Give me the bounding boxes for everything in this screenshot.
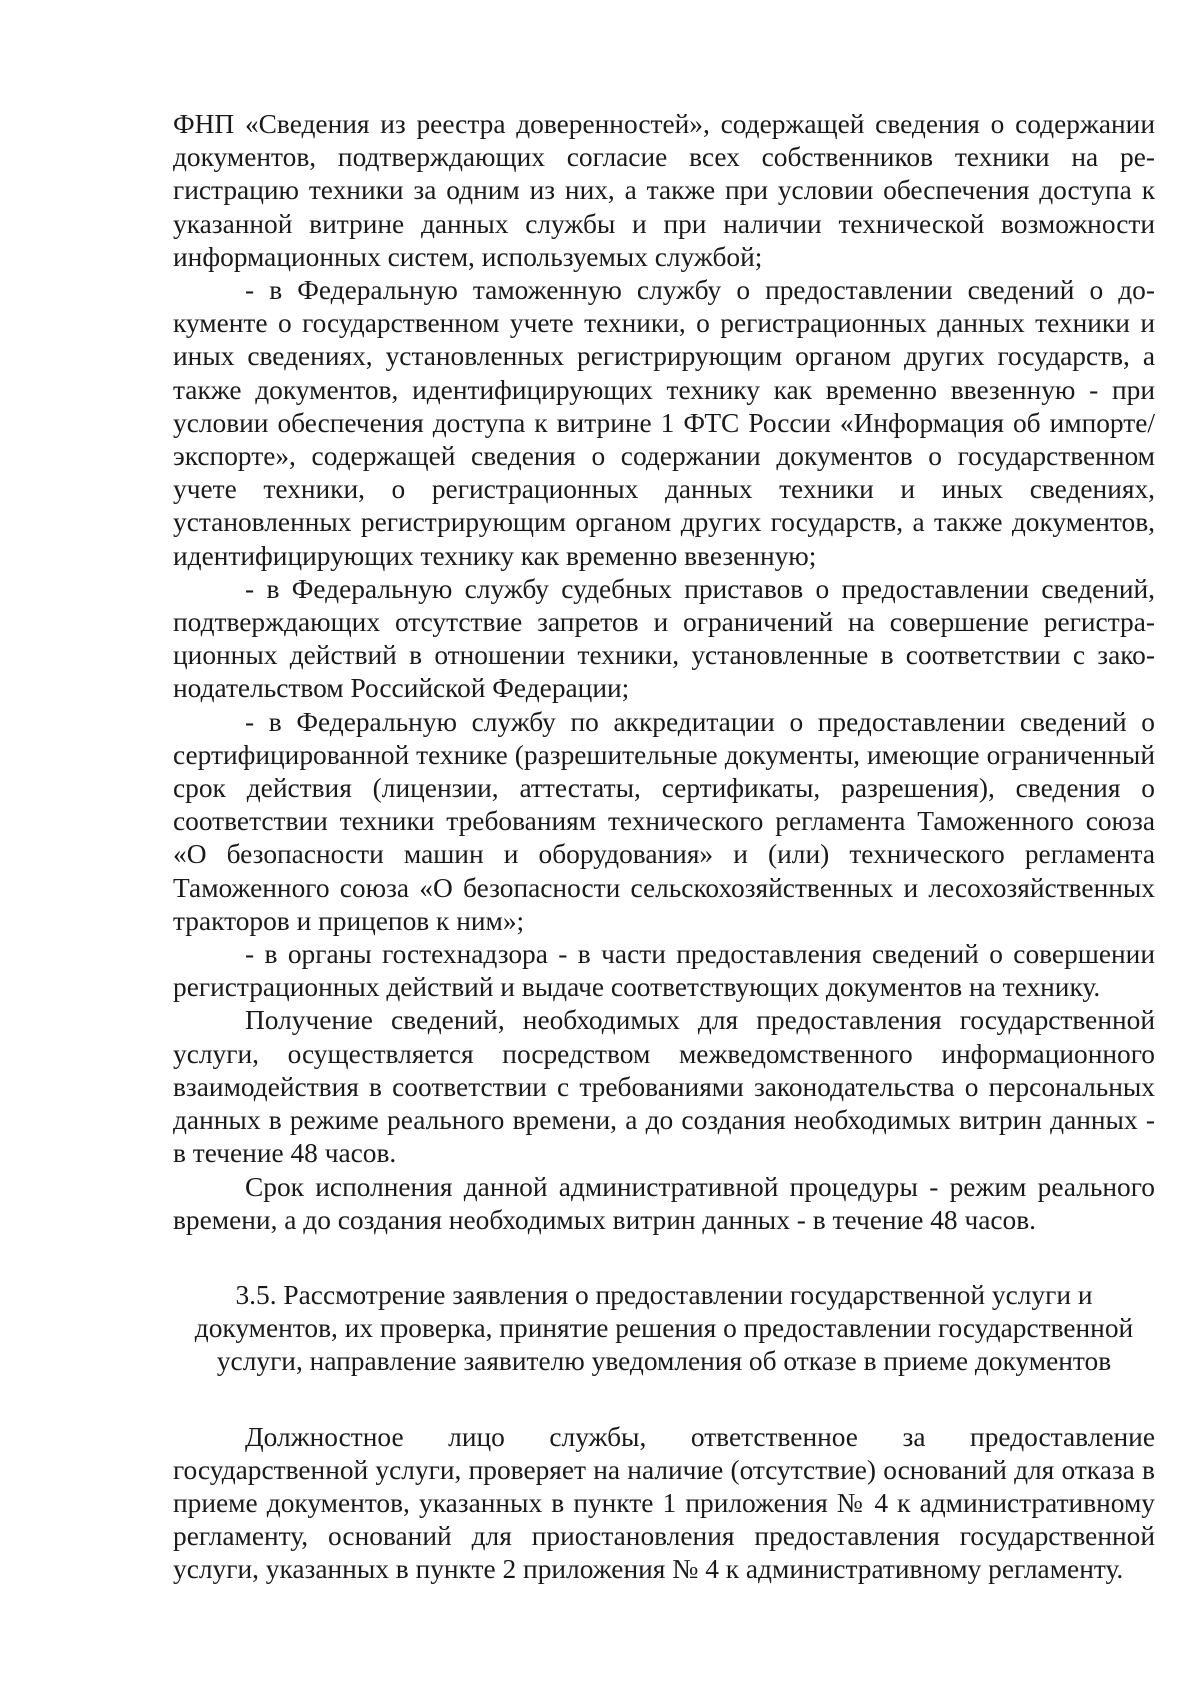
paragraph-accreditation-service: - в Федеральную службу по аккредитации о предоставлении сведений о сертифицированной технике (разрешительные документы, имеющие ограниченный срок действия (лицензии, аттестаты, сертификаты, разрешения), сведения о соответствии техники требованиям технического регламента Таможенного союза «О безопасности машин и оборудования» и (или) технического регламента Таможенного союза «О безопасности сельскохозяйственных и лесохозяйственных тракторов и прицепов к ним»; [173,706,1155,936]
section-heading: 3.5. Рассмотрение заявления о предоставлении государственной услуги и документов, их проверка, принятие решения о предоставлении государственной услуги, направление заявителю уведомления об отказе в приеме документов [194,1279,1134,1377]
section-spacer [173,1379,1155,1421]
paragraph-customs-service: - в Федеральную таможенную службу о предоставлении сведений о документе о государственном учете техники, о регистрационных данных техники и иных сведениях, установленных регистрирующим органом других государств, а также документов, идентифицирующих технику как временно ввезенную - при условии обеспечения доступа к витрине 1 ФТС России «Информация об импорте/экспорте», содержащей сведения о содержании документов о государственном учете техники, о регистрационных данных техники и иных сведениях, установленных регистрирующим органом других государств, а также документов, идентифицирующих технику как временно ввезенную; [173,275,1155,571]
paragraph-information-exchange: Получение сведений, необходимых для предоставления государственной услуги, осуществляется посредством межведомственного информационного взаимодействия в соответствии с требованиями законодательства о персональных данных в режиме реального времени, а до создания необходимых витрин данных - в течение 48 часов. [173,1005,1155,1169]
paragraph-continuation: ФНП «Сведения из реестра доверенностей», содержащей сведения о содержании документов, подтверждающих согласие всех собственников техники на регистрацию техники за одним из них, а также при условии обеспечения доступа к указанной витрине данных службы и при наличии технической возможности информационных систем, используемых службой; [173,109,1155,272]
paragraph-official-check: Должностное лицо службы, ответственное за предоставление государственной услуги, проверяет на наличие (отсутствие) оснований для отказа в приеме документов, указанных в пункте 1 приложения № 4 к административному регламенту, оснований для приостановления предоставления государственной услуги, указанных в пункте 2 приложения № 4 к административному регламенту. [173,1421,1155,1585]
paragraph-bailiffs-service: - в Федеральную службу судебных приставов о предоставлении сведений, подтверждающих отсутствие запретов и ограничений на совершение регистрационных действий в отношении техники, установленные в соответствии с законодательством Российской Федерации; [173,573,1155,704]
document-page [173,108,1155,1587]
paragraph-execution-term: Срок исполнения данной административной процедуры - режим реального времени, а до создания необходимых витрин данных - в течение 48 часов. [173,1171,1155,1235]
paragraph-gostekhnadzor: - в органы гостехнадзора - в части предоставления сведений о совершении регистрационных действий и выдаче соответствующих документов на технику. [173,939,1155,1003]
